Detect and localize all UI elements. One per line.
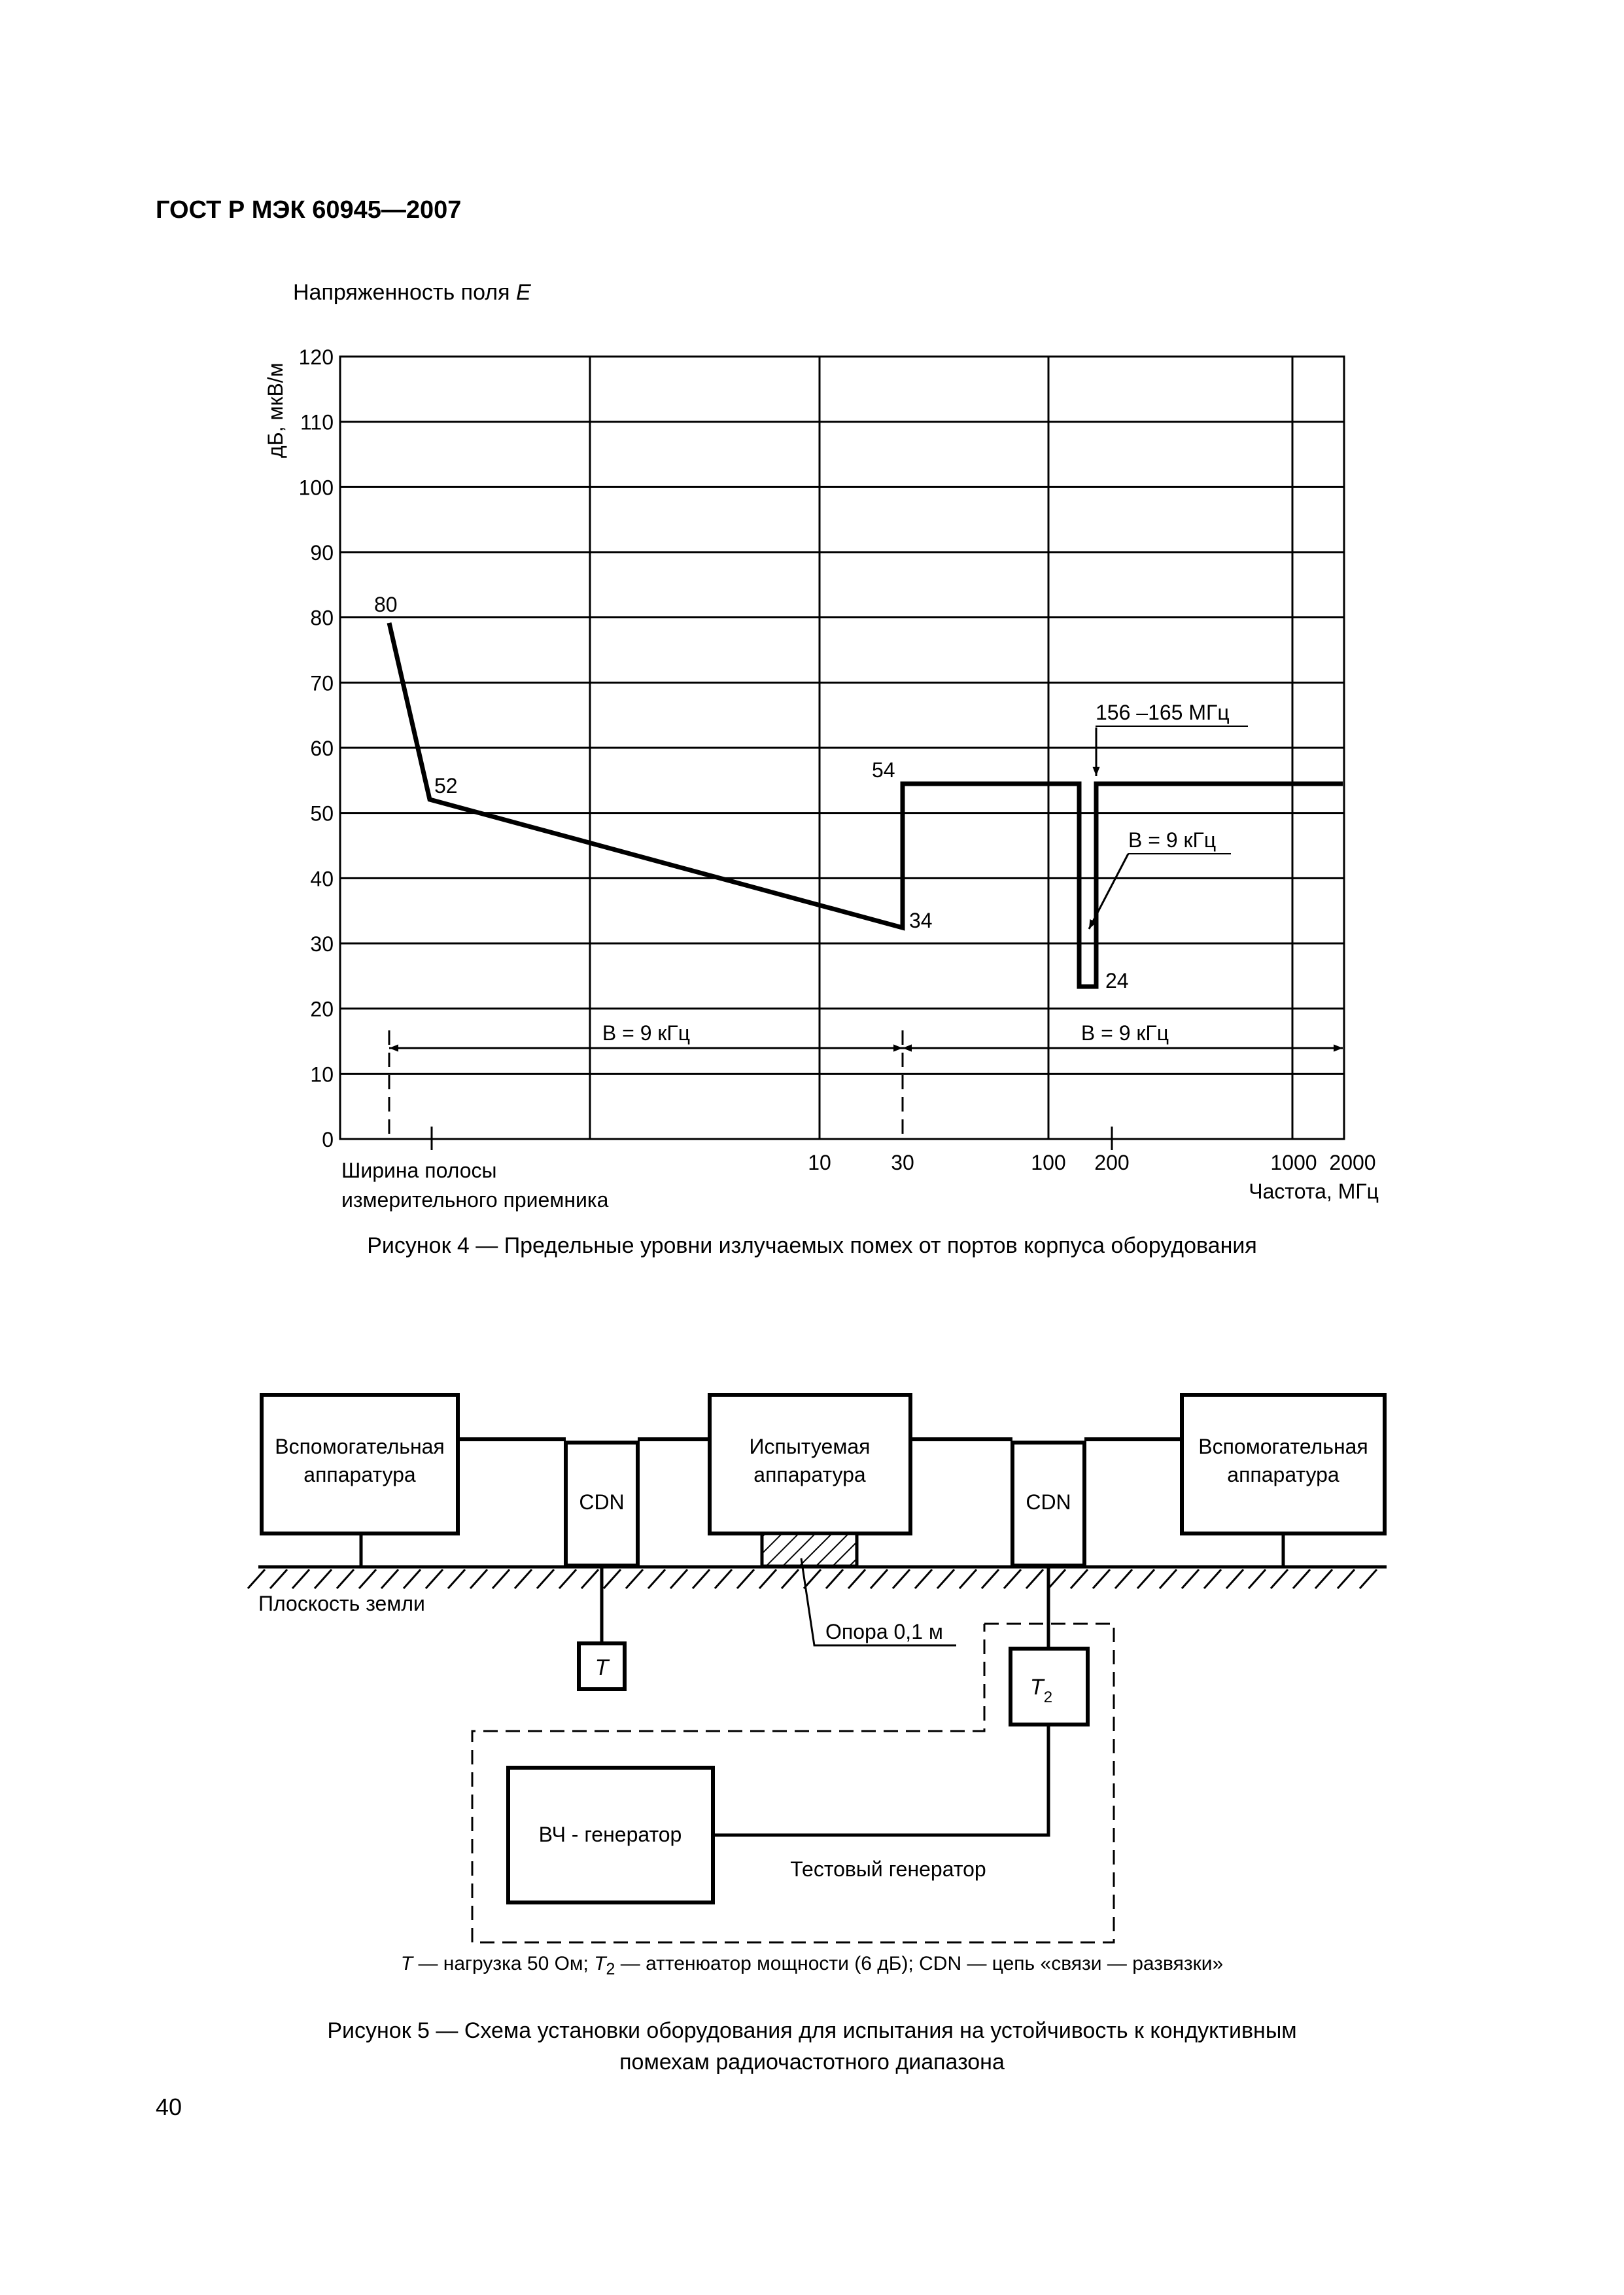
hatch-line — [581, 1569, 598, 1588]
hatch-line — [1093, 1569, 1110, 1588]
hatch-line — [1004, 1569, 1021, 1588]
hatch-line — [1182, 1569, 1199, 1588]
hatch-line — [1137, 1569, 1154, 1588]
support-label: Опора 0,1 м — [825, 1620, 943, 1643]
y-tick-label: 100 — [298, 476, 334, 500]
hatch-line — [559, 1569, 576, 1588]
cdn-left-label: CDN — [579, 1490, 625, 1514]
y-tick-label: 30 — [310, 932, 334, 956]
figure-5-legend — [0, 1953, 1624, 1979]
eut-line1: Испытуемая — [749, 1435, 871, 1458]
hatch-line — [782, 1569, 799, 1588]
legend-t: T — [400, 1953, 413, 1974]
eut-line2: аппаратура — [753, 1463, 866, 1486]
y-tick-label: 60 — [310, 737, 334, 760]
x-tick-2000: 2000 — [1329, 1151, 1376, 1174]
point-label-80: 80 — [374, 593, 398, 616]
hatch-line — [315, 1569, 332, 1588]
hatch-line — [604, 1569, 621, 1588]
hatch-line — [982, 1569, 999, 1588]
hatch-line — [381, 1569, 398, 1588]
hatch-line — [404, 1569, 421, 1588]
load-label: T — [595, 1655, 609, 1680]
attenuator-box — [1011, 1649, 1088, 1725]
x-axis-label: Частота, МГц — [1249, 1180, 1379, 1203]
hatch-line — [1071, 1569, 1088, 1588]
ground-hatching — [248, 1569, 1377, 1588]
figure-5-caption — [0, 2015, 1624, 2078]
hatch-line — [626, 1569, 643, 1588]
x-tick-30: 30 — [891, 1151, 914, 1174]
hatch-line — [804, 1569, 821, 1588]
figure-4-caption: Рисунок 4 — Предельные уровни излучаемых помех от портов корпуса оборудования — [367, 1233, 1257, 1258]
x-tick-100: 100 — [1031, 1151, 1066, 1174]
y-tick-label: 110 — [300, 410, 334, 434]
hatch-line — [871, 1569, 888, 1588]
hatch-line — [448, 1569, 465, 1588]
point-label-24: 24 — [1105, 969, 1129, 992]
y-tick-label: 90 — [310, 541, 334, 565]
aux-left-line1: Вспомогательная — [275, 1435, 445, 1458]
setup-diagram — [248, 1395, 1387, 1942]
hatch-line — [426, 1569, 443, 1588]
test-generator-label: Тестовый генератор — [790, 1857, 986, 1881]
point-label-34: 34 — [909, 909, 933, 932]
hatch-line — [1115, 1569, 1132, 1588]
attenuator-sub: 2 — [1043, 1689, 1053, 1706]
hatch-line — [248, 1569, 265, 1588]
aux-right-line1: Вспомогательная — [1198, 1435, 1368, 1458]
hatch-line — [759, 1569, 776, 1588]
hatch-line — [1204, 1569, 1221, 1588]
bw-label-right: В = 9 кГц — [1080, 1021, 1169, 1045]
hatch-line — [848, 1569, 865, 1588]
hatch-line — [337, 1569, 354, 1588]
hatch-line — [648, 1569, 665, 1588]
legend-t-desc: — нагрузка 50 Ом; — [413, 1953, 595, 1974]
y-tick-label: 70 — [310, 671, 334, 695]
hatch-line — [670, 1569, 687, 1588]
document-header: ГОСТ Р МЭК 60945—2007 — [156, 196, 462, 224]
hatch-line — [826, 1569, 843, 1588]
rf-cable — [713, 1725, 1048, 1835]
chart-title-symbol: E — [515, 280, 531, 305]
horizontal-gridlines — [340, 422, 1344, 1074]
hatch-line — [1160, 1569, 1177, 1588]
hatch-line — [693, 1569, 710, 1588]
y-tick-label: 50 — [310, 801, 334, 826]
notch-bw-label: В = 9 кГц — [1128, 828, 1217, 852]
hatch-line — [270, 1569, 287, 1588]
chart-title — [293, 280, 531, 305]
limit-line — [389, 623, 1343, 987]
y-axis-label: дБ, мкВ/м — [264, 362, 287, 458]
page-number: 40 — [156, 2094, 182, 2120]
legend-t2: T — [594, 1953, 606, 1974]
y-tick-labels — [299, 345, 334, 1151]
chart-title-text: Напряженность поля — [293, 280, 516, 305]
hatch-line — [1293, 1569, 1310, 1588]
bw-label-left: В = 9 кГц — [602, 1021, 691, 1045]
cdn-right-label: CDN — [1026, 1490, 1071, 1514]
support-block — [762, 1533, 857, 1566]
point-label-54: 54 — [872, 758, 895, 782]
receiver-bw-line1: Ширина полосы — [341, 1159, 497, 1182]
hatch-line — [715, 1569, 732, 1588]
hatch-line — [470, 1569, 487, 1588]
hatch-line — [1249, 1569, 1266, 1588]
x-tick-200: 200 — [1094, 1151, 1130, 1174]
y-tick-label: 40 — [310, 867, 334, 891]
y-tick-label: 10 — [310, 1062, 334, 1087]
y-tick-label: 20 — [310, 997, 334, 1021]
chart — [264, 280, 1379, 1212]
aux-right-line2: аппаратура — [1227, 1463, 1339, 1486]
receiver-bw-line2: измерительного приемника — [341, 1188, 609, 1212]
hatch-line — [915, 1569, 932, 1588]
hatch-line — [1026, 1569, 1043, 1588]
ground-label: Плоскость земли — [258, 1592, 425, 1615]
legend-t2-desc: — аттенюатор мощности (6 дБ); CDN — цепь «связи — развязки» — [615, 1953, 1224, 1974]
hatch-line — [537, 1569, 554, 1588]
point-label-52: 52 — [434, 774, 458, 797]
hatch-line — [937, 1569, 954, 1588]
hatch-line — [1271, 1569, 1288, 1588]
hatch-line — [492, 1569, 510, 1588]
x-tick-10: 10 — [808, 1151, 831, 1174]
hatch-line — [1048, 1569, 1065, 1588]
y-tick-label: 120 — [298, 345, 334, 369]
hatch-line — [1338, 1569, 1355, 1588]
figure-5-caption-line1: Рисунок 5 — Схема установки оборудования для испытания на устойчивость к кондуктивным — [327, 2018, 1297, 2043]
hatch-line — [893, 1569, 910, 1588]
figure-5-caption-line2: помехам радиочастотного диапазона — [619, 2050, 1005, 2075]
y-tick-label: 80 — [310, 606, 334, 630]
x-tick-1000: 1000 — [1270, 1151, 1317, 1174]
legend-t2-sub: 2 — [606, 1960, 615, 1978]
hatch-line — [359, 1569, 376, 1588]
hatch-line — [1360, 1569, 1377, 1588]
aux-left-line2: аппаратура — [303, 1463, 416, 1486]
hatch-line — [515, 1569, 532, 1588]
attenuator-t: T — [1029, 1675, 1044, 1700]
hatch-line — [959, 1569, 976, 1588]
rf-generator-label: ВЧ - генератор — [538, 1823, 682, 1846]
hatch-line — [737, 1569, 754, 1588]
hatch-line — [1226, 1569, 1243, 1588]
y-tick-label: 0 — [322, 1128, 334, 1151]
hatch-line — [292, 1569, 309, 1588]
hatch-line — [1315, 1569, 1332, 1588]
band-label: 156 –165 МГц — [1096, 701, 1230, 724]
